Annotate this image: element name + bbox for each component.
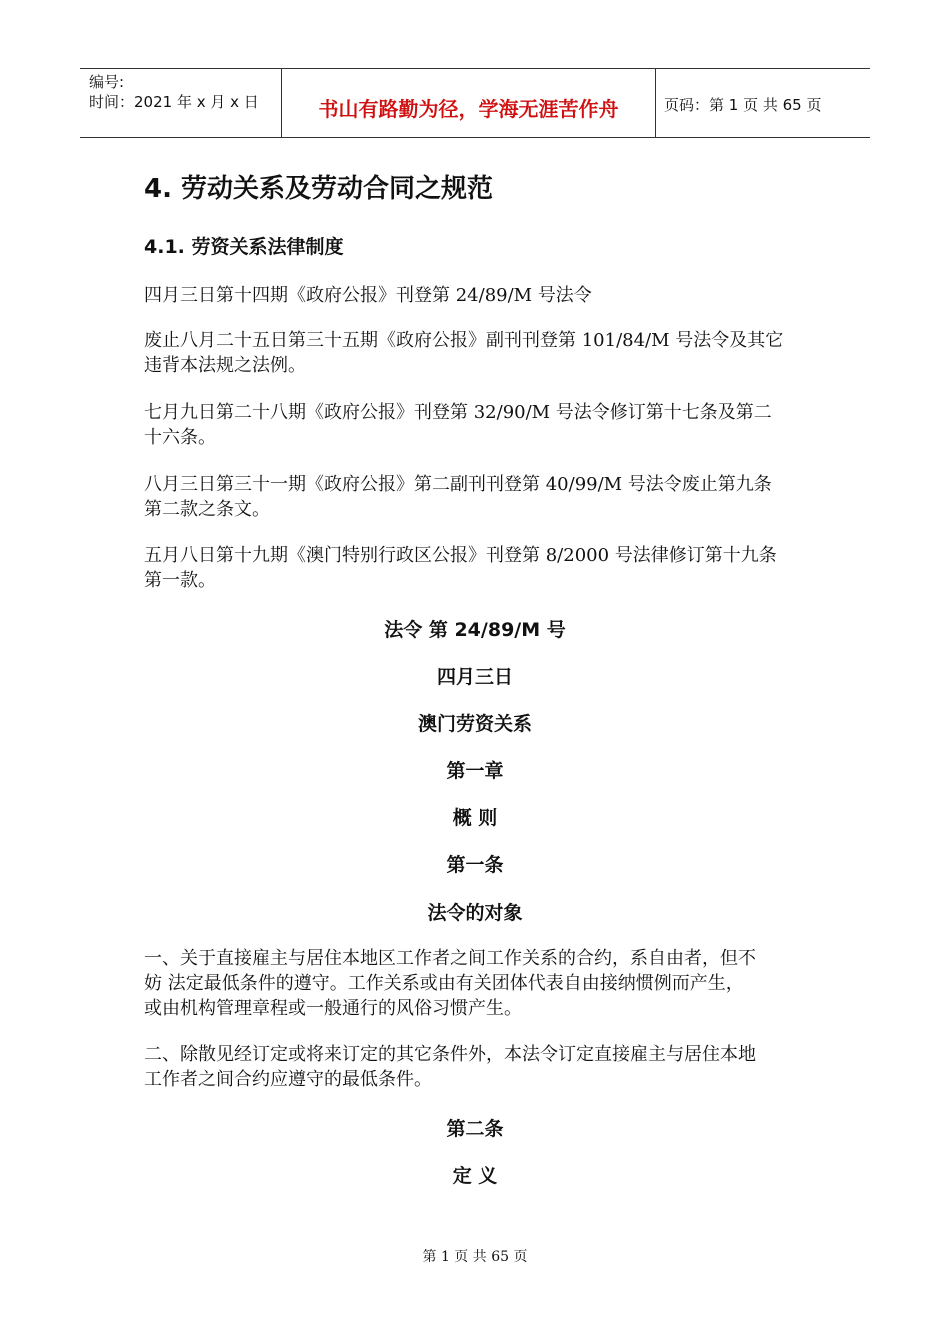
text-line: 或由机构管理章程或一般通行的风俗习惯产生。 (144, 998, 522, 1019)
text-line: 八月三日第三十一期《政府公报》第二副刊刊登第 40/99/M 号法令废止第九条 (144, 474, 772, 495)
document-number-label: 编号: (89, 73, 125, 91)
text-line: 五月八日第十九期《澳门特别行政区公报》刊登第 8/2000 号法律修订第十九条 (144, 545, 777, 566)
article-1-paragraph-2 (144, 1042, 804, 1092)
text-line: 妨 法定最低条件的遵守。工作关系或由有关团体代表自由接纳惯例而产生， (144, 973, 744, 994)
intro-paragraph-2 (144, 328, 804, 378)
text-line: 四月三日第十四期《政府公报》刊登第 24/89/M 号法令 (144, 285, 592, 306)
intro-paragraph-5 (144, 543, 804, 593)
intro-paragraph-3 (144, 400, 804, 450)
text-line: 二、除散见经订定或将来订定的其它条件外，本法令订定直接雇主与居住本地 (144, 1044, 756, 1065)
decree-subject: 澳门劳资关系 (417, 713, 532, 735)
page-header (80, 68, 870, 138)
article-1-paragraph-1 (144, 946, 804, 1021)
article-2-heading: 第二条 (446, 1118, 504, 1140)
text-line: 工作者之间合约应遵守的最低条件。 (144, 1069, 432, 1090)
chapter-heading: 第一章 (446, 760, 504, 782)
header-meta-cell (80, 69, 280, 137)
text-line: 七月九日第二十八期《政府公报》刊登第 32/90/M 号法令修订第十七条及第二 (144, 402, 772, 423)
text-line: 废止八月二十五日第三十五期《政府公报》副刊刊登第 101/84/M 号法令及其它 (144, 330, 784, 351)
article-2-title: 定 义 (452, 1165, 498, 1187)
text-line: 违背本法规之法例。 (144, 355, 306, 376)
header-page-cell (655, 69, 870, 137)
text-line: 第二款之条文。 (144, 499, 270, 520)
header-motto-cell (281, 69, 656, 137)
subsection-heading: 4.1. 劳资关系法律制度 (144, 236, 344, 258)
chapter-title: 概 则 (452, 807, 498, 829)
article-1-title: 法令的对象 (427, 902, 523, 924)
text-line: 十六条。 (144, 427, 216, 448)
intro-paragraph-4 (144, 472, 804, 522)
header-motto: 书山有路勤为径，学海无涯苦作舟 (318, 97, 619, 121)
intro-paragraph-1 (144, 283, 804, 308)
article-1-heading: 第一条 (446, 854, 504, 876)
decree-title: 法令 第 24/89/M 号 (384, 619, 566, 641)
section-heading: 4. 劳动关系及劳动合同之规范 (144, 174, 494, 204)
document-time-label: 时间：2021 年 x 月 x 日 (89, 93, 259, 111)
text-line: 第一款。 (144, 570, 216, 591)
header-page-info: 页码：第 1 页 共 65 页 (664, 96, 822, 114)
text-line: 一、关于直接雇主与居住本地区工作者之间工作关系的合约，系自由者，但不 (144, 948, 756, 969)
page-footer: 第 1 页 共 65 页 (422, 1249, 528, 1265)
decree-date: 四月三日 (436, 666, 513, 688)
